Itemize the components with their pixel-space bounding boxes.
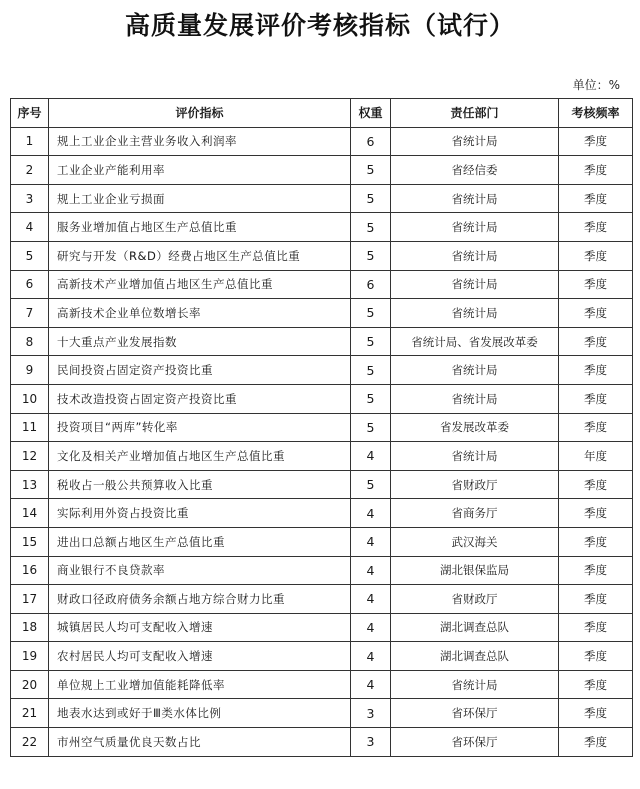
row-indicator: 文化及相关产业增加值占地区生产总值比重 [49, 442, 351, 471]
table-row [11, 213, 633, 242]
row-weight: 4 [351, 670, 391, 699]
row-number: 15 [11, 527, 49, 556]
row-indicator: 农村居民人均可支配收入增速 [49, 642, 351, 671]
row-freq: 季度 [559, 642, 633, 671]
row-weight: 4 [351, 527, 391, 556]
row-weight: 4 [351, 556, 391, 585]
table-row [11, 156, 633, 185]
row-weight: 6 [351, 270, 391, 299]
row-freq: 季度 [559, 184, 633, 213]
row-number: 18 [11, 613, 49, 642]
row-indicator: 规上工业企业亏损面 [49, 184, 351, 213]
row-indicator: 实际利用外资占投资比重 [49, 499, 351, 528]
row-weight: 5 [351, 384, 391, 413]
row-weight: 4 [351, 642, 391, 671]
row-weight: 4 [351, 442, 391, 471]
header-indicator: 评价指标 [49, 99, 351, 128]
row-weight: 5 [351, 299, 391, 328]
row-freq: 季度 [559, 699, 633, 728]
row-number: 12 [11, 442, 49, 471]
row-freq: 季度 [559, 241, 633, 270]
row-freq: 季度 [559, 613, 633, 642]
row-freq: 季度 [559, 470, 633, 499]
table-row [11, 413, 633, 442]
row-weight: 6 [351, 127, 391, 156]
row-weight: 5 [351, 156, 391, 185]
row-dept: 省环保厅 [391, 699, 559, 728]
row-dept: 武汉海关 [391, 527, 559, 556]
row-freq: 季度 [559, 556, 633, 585]
row-freq: 季度 [559, 585, 633, 614]
row-freq: 季度 [559, 327, 633, 356]
table-row [11, 327, 633, 356]
row-dept: 省统计局 [391, 184, 559, 213]
row-freq: 季度 [559, 527, 633, 556]
row-number: 16 [11, 556, 49, 585]
table-row [11, 241, 633, 270]
row-weight: 5 [351, 327, 391, 356]
row-freq: 年度 [559, 442, 633, 471]
table-row [11, 728, 633, 757]
row-dept: 省统计局、省发展改革委 [391, 327, 559, 356]
table-row [11, 270, 633, 299]
row-dept: 湖北银保监局 [391, 556, 559, 585]
row-weight: 5 [351, 470, 391, 499]
row-number: 19 [11, 642, 49, 671]
row-indicator: 研究与开发（R&D）经费占地区生产总值比重 [49, 241, 351, 270]
row-dept: 省财政厅 [391, 470, 559, 499]
row-indicator: 高新技术企业单位数增长率 [49, 299, 351, 328]
row-number: 4 [11, 213, 49, 242]
row-weight: 4 [351, 613, 391, 642]
row-number: 20 [11, 670, 49, 699]
table-row [11, 642, 633, 671]
row-weight: 4 [351, 585, 391, 614]
row-freq: 季度 [559, 499, 633, 528]
row-number: 13 [11, 470, 49, 499]
row-dept: 省财政厅 [391, 585, 559, 614]
row-indicator: 高新技术产业增加值占地区生产总值比重 [49, 270, 351, 299]
table-header-row [11, 99, 633, 128]
header-freq: 考核频率 [559, 99, 633, 128]
table-row [11, 556, 633, 585]
table-row [11, 299, 633, 328]
row-indicator: 城镇居民人均可支配收入增速 [49, 613, 351, 642]
row-indicator: 投资项目“两库”转化率 [49, 413, 351, 442]
row-weight: 5 [351, 241, 391, 270]
row-number: 8 [11, 327, 49, 356]
row-dept: 省统计局 [391, 442, 559, 471]
row-number: 17 [11, 585, 49, 614]
row-freq: 季度 [559, 213, 633, 242]
page-title: 高质量发展评价考核指标（试行） [124, 11, 515, 40]
row-indicator: 工业企业产能利用率 [49, 156, 351, 185]
row-indicator: 市州空气质量优良天数占比 [49, 728, 351, 757]
header-index: 序号 [11, 99, 49, 128]
row-dept: 湖北调查总队 [391, 613, 559, 642]
row-dept: 省商务厅 [391, 499, 559, 528]
row-freq: 季度 [559, 270, 633, 299]
row-dept: 省环保厅 [391, 728, 559, 757]
row-dept: 湖北调查总队 [391, 642, 559, 671]
row-weight: 5 [351, 356, 391, 385]
row-number: 21 [11, 699, 49, 728]
row-freq: 季度 [559, 670, 633, 699]
row-freq: 季度 [559, 156, 633, 185]
row-indicator: 商业银行不良贷款率 [49, 556, 351, 585]
row-number: 3 [11, 184, 49, 213]
table-row [11, 442, 633, 471]
row-number: 5 [11, 241, 49, 270]
table-row [11, 470, 633, 499]
row-dept: 省统计局 [391, 384, 559, 413]
table-row [11, 499, 633, 528]
row-number: 14 [11, 499, 49, 528]
row-indicator: 地表水达到或好于Ⅲ类水体比例 [49, 699, 351, 728]
row-number: 6 [11, 270, 49, 299]
header-dept: 责任部门 [391, 99, 559, 128]
row-dept: 省统计局 [391, 127, 559, 156]
row-weight: 3 [351, 699, 391, 728]
table-row [11, 527, 633, 556]
table-row [11, 127, 633, 156]
table-row [11, 613, 633, 642]
row-dept: 省统计局 [391, 270, 559, 299]
row-dept: 省统计局 [391, 670, 559, 699]
row-dept: 省发展改革委 [391, 413, 559, 442]
row-number: 9 [11, 356, 49, 385]
row-indicator: 服务业增加值占地区生产总值比重 [49, 213, 351, 242]
row-weight: 5 [351, 184, 391, 213]
table-row [11, 384, 633, 413]
row-number: 10 [11, 384, 49, 413]
table-row [11, 356, 633, 385]
row-indicator: 税收占一般公共预算收入比重 [49, 470, 351, 499]
table-row [11, 670, 633, 699]
row-indicator: 单位规上工业增加值能耗降低率 [49, 670, 351, 699]
row-number: 7 [11, 299, 49, 328]
unit-label: 单位：% [572, 78, 620, 92]
row-weight: 5 [351, 213, 391, 242]
row-dept: 省统计局 [391, 241, 559, 270]
row-indicator: 财政口径政府债务余额占地方综合财力比重 [49, 585, 351, 614]
row-dept: 省统计局 [391, 299, 559, 328]
table-body [11, 127, 633, 756]
row-freq: 季度 [559, 413, 633, 442]
row-weight: 3 [351, 728, 391, 757]
table-row [11, 699, 633, 728]
row-indicator: 民间投资占固定资产投资比重 [49, 356, 351, 385]
row-indicator: 进出口总额占地区生产总值比重 [49, 527, 351, 556]
row-freq: 季度 [559, 384, 633, 413]
row-indicator: 十大重点产业发展指数 [49, 327, 351, 356]
row-freq: 季度 [559, 356, 633, 385]
row-number: 22 [11, 728, 49, 757]
row-indicator: 规上工业企业主营业务收入利润率 [49, 127, 351, 156]
table-row [11, 585, 633, 614]
row-weight: 4 [351, 499, 391, 528]
row-freq: 季度 [559, 728, 633, 757]
row-dept: 省统计局 [391, 213, 559, 242]
row-number: 11 [11, 413, 49, 442]
row-indicator: 技术改造投资占固定资产投资比重 [49, 384, 351, 413]
header-weight: 权重 [351, 99, 391, 128]
row-number: 1 [11, 127, 49, 156]
indicator-table [10, 98, 633, 757]
row-weight: 5 [351, 413, 391, 442]
row-dept: 省经信委 [391, 156, 559, 185]
row-freq: 季度 [559, 299, 633, 328]
row-dept: 省统计局 [391, 356, 559, 385]
row-number: 2 [11, 156, 49, 185]
table-row [11, 184, 633, 213]
row-freq: 季度 [559, 127, 633, 156]
